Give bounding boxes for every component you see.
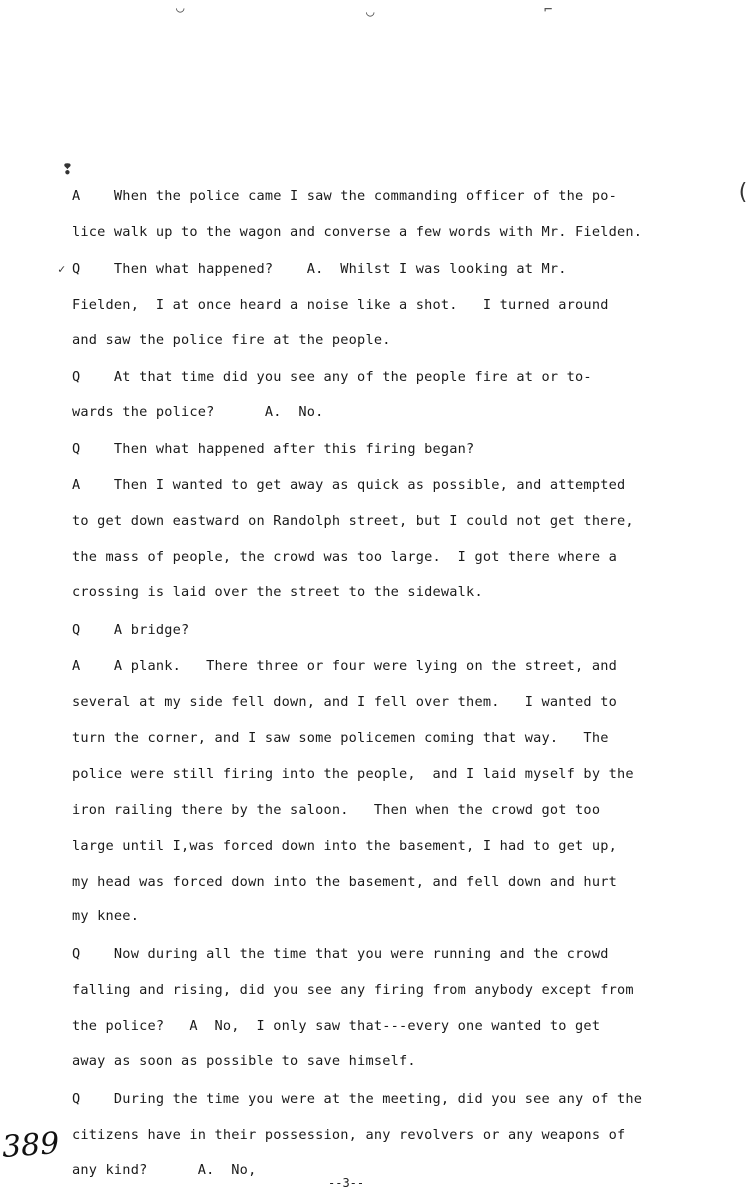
transcript-line: iron railing there by the saloon. Then when the crowd got too <box>72 802 601 818</box>
margin-check-mark: ✓ <box>58 262 66 276</box>
transcript-line: Fielden, I at once heard a noise like a shot. I turned around <box>72 297 609 313</box>
transcript-line: to get down eastward on Randolph street, but I could not get there, <box>72 513 634 529</box>
transcript-line: A A plank. There three or four were lying on the street, and <box>72 658 617 674</box>
transcript-line: and saw the police fire at the people. <box>72 332 391 348</box>
ink-smudge: ❢ <box>62 158 73 179</box>
transcript-line: police were still firing into the people, and I laid myself by the <box>72 766 634 782</box>
transcript-line: Q Then what happened? A. Whilst I was looking at Mr. <box>72 261 567 277</box>
top-mark: ◡ <box>176 0 185 16</box>
transcript-line: Q During the time you were at the meeting, did you see any of the <box>72 1091 643 1107</box>
transcript-line: falling and rising, did you see any firing from anybody except from <box>72 982 634 998</box>
transcript-line: the police? A No, I only saw that---every one wanted to get <box>72 1018 601 1034</box>
transcript-line: the mass of people, the crowd was too large. I got there where a <box>72 549 617 565</box>
transcript-line: large until I,was forced down into the basement, I had to get up, <box>72 838 617 854</box>
transcript-line: crossing is laid over the street to the sidewalk. <box>72 584 483 600</box>
margin-page-number: 389 <box>0 1126 61 1165</box>
transcript-line: Q Then what happened after this firing began? <box>72 441 475 457</box>
transcript-line: A Then I wanted to get away as quick as possible, and attempted <box>72 477 626 493</box>
transcript-line: my head was forced down into the basement, and fell down and hurt <box>72 874 617 890</box>
edge-mark: ( <box>736 180 749 205</box>
transcript-line: away as soon as possible to save himself. <box>72 1053 416 1069</box>
transcript-line: wards the police? A. No. <box>72 404 324 420</box>
top-mark: ◡ <box>366 4 375 20</box>
transcript-line: Q At that time did you see any of the people fire at or to- <box>72 369 592 385</box>
page-number: --3-- <box>328 1176 365 1190</box>
transcript-line: Q A bridge? <box>72 622 190 638</box>
transcript-line: A When the police came I saw the commanding officer of the po- <box>72 188 617 204</box>
transcript-line: turn the corner, and I saw some policemen coming that way. The <box>72 730 609 746</box>
top-mark: ⌐ <box>544 2 553 18</box>
transcript-line: any kind? A. No, <box>72 1162 257 1178</box>
transcript-line: several at my side fell down, and I fell over them. I wanted to <box>72 694 617 710</box>
transcript-line: lice walk up to the wagon and converse a few words with Mr. Fielden. <box>72 224 643 240</box>
transcript-line: citizens have in their possession, any revolvers or any weapons of <box>72 1127 626 1143</box>
transcript-line: Q Now during all the time that you were running and the crowd <box>72 946 609 962</box>
transcript-line: my knee. <box>72 908 140 924</box>
